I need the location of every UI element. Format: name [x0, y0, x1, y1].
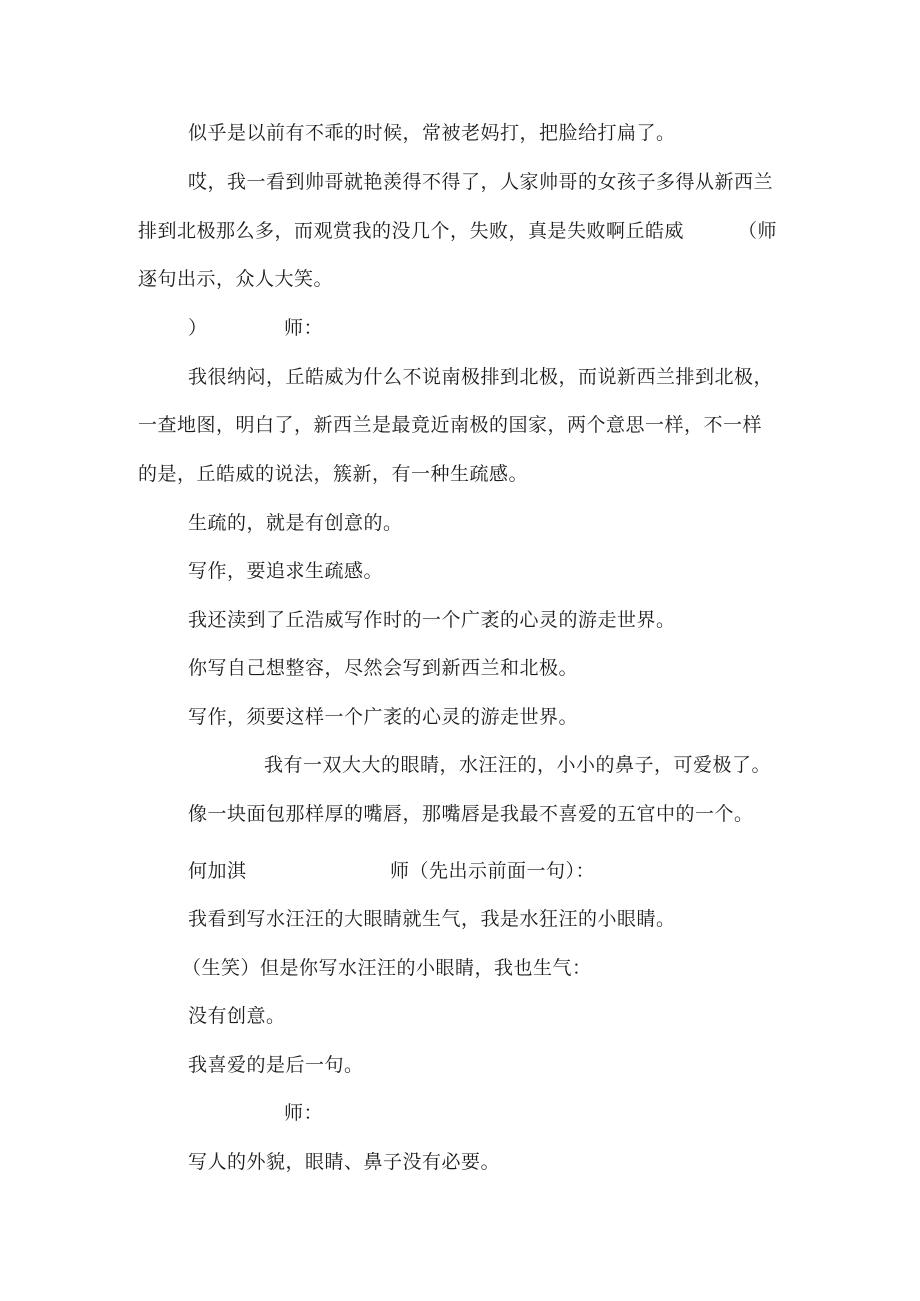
speaker-label: 师（先出示前面一句）： [390, 860, 596, 882]
text-line: 写作，须要这样一个广袤的心灵的游走世界。 [188, 706, 579, 728]
text-line: 的是，丘皓威的说法，簇新，有一种生疏感。 [138, 463, 529, 485]
text-line: 我还渎到了丘浩威写作时的一个广袤的心灵的游走世界。 [188, 609, 676, 631]
text-line: 逐句出示，众人大笑。 [138, 268, 334, 290]
text-line: 哎，我一看到帅哥就艳羡得不得了，人家帅哥的女孩子多得从新西兰 [188, 171, 774, 193]
text-line: ） [188, 317, 208, 339]
text-line: 排到北极那么多，而观赏我的没几个，失败，真是失败啊丘皓威 [138, 220, 685, 242]
text-line: 我喜爱的是后一句。 [188, 1054, 364, 1076]
speaker-label: 师： [284, 317, 324, 339]
text-line: 写人的外貌，眼睛、鼻子没有必要。 [188, 1151, 501, 1173]
text-line: 我很纳闷，丘皓威为什么不说南极排到北极，而说新西兰排到北极， [188, 366, 774, 388]
student-name: 何加淇 [188, 860, 247, 882]
text-line: 没有创意。 [188, 1005, 286, 1027]
text-line: 我有一双大大的眼睛，水汪汪的，小小的鼻子，可爱极了。 [264, 754, 772, 776]
text-line: 像一块面包那样厚的嘴唇，那嘴唇是我最不喜爱的五官中的一个。 [188, 803, 754, 825]
speaker-label: 师： [284, 1102, 324, 1124]
text-line: 似乎是以前有不乖的时候，常被老妈打，把脸给打扁了。 [188, 122, 676, 144]
text-line: 生疏的，就是有创意的。 [188, 512, 403, 534]
text-line: 写作，要追求生疏感。 [188, 560, 384, 582]
text-line: 一查地图，明白了，新西兰是最竟近南极的国家，两个意思一样，不一样 [138, 414, 763, 436]
text-line: （师 [738, 220, 778, 242]
text-line: （生笑）但是你写水汪汪的小眼睛，我也生气： [182, 957, 592, 979]
text-line: 你写自己想整容，尽然会写到新西兰和北极。 [188, 657, 579, 679]
text-line: 我看到写水汪汪的大眼睛就生气，我是水狂汪的小眼睛。 [188, 908, 676, 930]
